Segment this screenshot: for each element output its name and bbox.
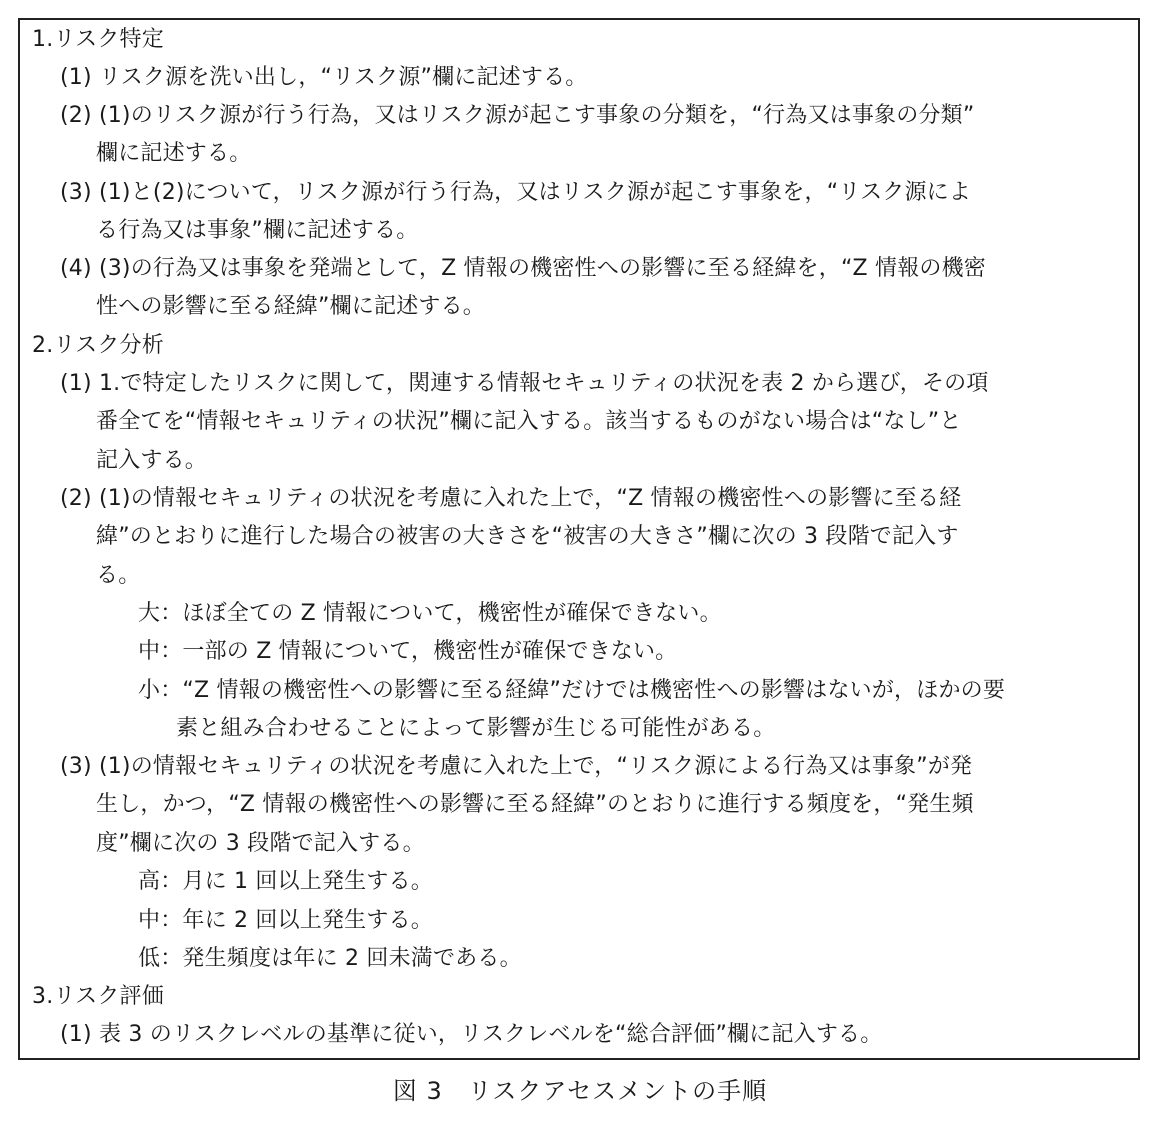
section-2-item-1-cont-a: 番全てを“情報セキュリティの状況”欄に記入する。該当するものがない場合は“なし”と [96, 409, 962, 434]
frequency-level-medium: 中：年に 2 回以上発生する。 [138, 908, 433, 933]
section-1-item-3: (3) (1)と(2)について，リスク源が行う行為，又はリスク源が起こす事象を，“リスク源によ [60, 180, 972, 205]
section-2-item-2-cont-a: 緯”のとおりに進行した場合の被害の大きさを“被害の大きさ”欄に次の 3 段階で記入す [96, 524, 959, 549]
damage-level-medium: 中：一部の Z 情報について，機密性が確保できない。 [138, 639, 678, 664]
damage-level-small: 小：“Z 情報の機密性への影響に至る経緯”だけでは機密性への影響はないが，ほかの要 [138, 678, 1006, 703]
damage-level-small-cont: 素と組み合わせることによって影響が生じる可能性がある。 [176, 716, 776, 741]
section-1-item-4-cont: 性への影響に至る経緯”欄に記述する。 [96, 294, 485, 319]
frequency-level-high: 高：月に 1 回以上発生する。 [138, 869, 433, 894]
section-1-item-2: (2) (1)のリスク源が行う行為，又はリスク源が起こす事象の分類を，“行為又は事象の分類” [60, 103, 975, 128]
section-1-item-1: (1) リスク源を洗い出し，“リスク源”欄に記述する。 [60, 65, 588, 90]
section-2-item-2-cont-b: る。 [96, 563, 141, 588]
section-2-item-1: (1) 1.で特定したリスクに関して，関連する情報セキュリティの状況を表 2 から選び，その項 [60, 371, 989, 396]
section-2-item-3-cont-b: 度”欄に次の 3 段階で記入する。 [96, 831, 425, 856]
section-3-item-1: (1) 表 3 のリスクレベルの基準に従い，リスクレベルを“総合評価”欄に記入する。 [60, 1022, 883, 1047]
section-1-item-2-cont: 欄に記述する。 [96, 141, 252, 166]
section-2-heading: 2.リスク分析 [32, 333, 164, 358]
section-3-heading: 3.リスク評価 [32, 984, 164, 1009]
frequency-level-low: 低：発生頻度は年に 2 回未満である。 [138, 946, 522, 971]
section-1-item-3-cont: る行為又は事象”欄に記述する。 [96, 218, 419, 243]
section-2-item-1-cont-b: 記入する。 [96, 448, 208, 473]
figure-caption: 図 3 リスクアセスメントの手順 [392, 1077, 768, 1105]
section-2-item-3: (3) (1)の情報セキュリティの状況を考慮に入れた上で，“リスク源による行為又は事象”が発 [60, 754, 973, 779]
damage-level-large: 大：ほぼ全ての Z 情報について，機密性が確保できない。 [138, 601, 722, 626]
section-1-item-4: (4) (3)の行為又は事象を発端として，Z 情報の機密性への影響に至る経緯を，“Z 情報の機密 [60, 256, 987, 281]
section-1-heading: 1.リスク特定 [32, 27, 164, 52]
section-2-item-2: (2) (1)の情報セキュリティの状況を考慮に入れた上で，“Z 情報の機密性への影響に至る経 [60, 486, 962, 511]
section-2-item-3-cont-a: 生し，かつ，“Z 情報の機密性への影響に至る経緯”のとおりに進行する頻度を，“発生頻 [96, 792, 974, 817]
